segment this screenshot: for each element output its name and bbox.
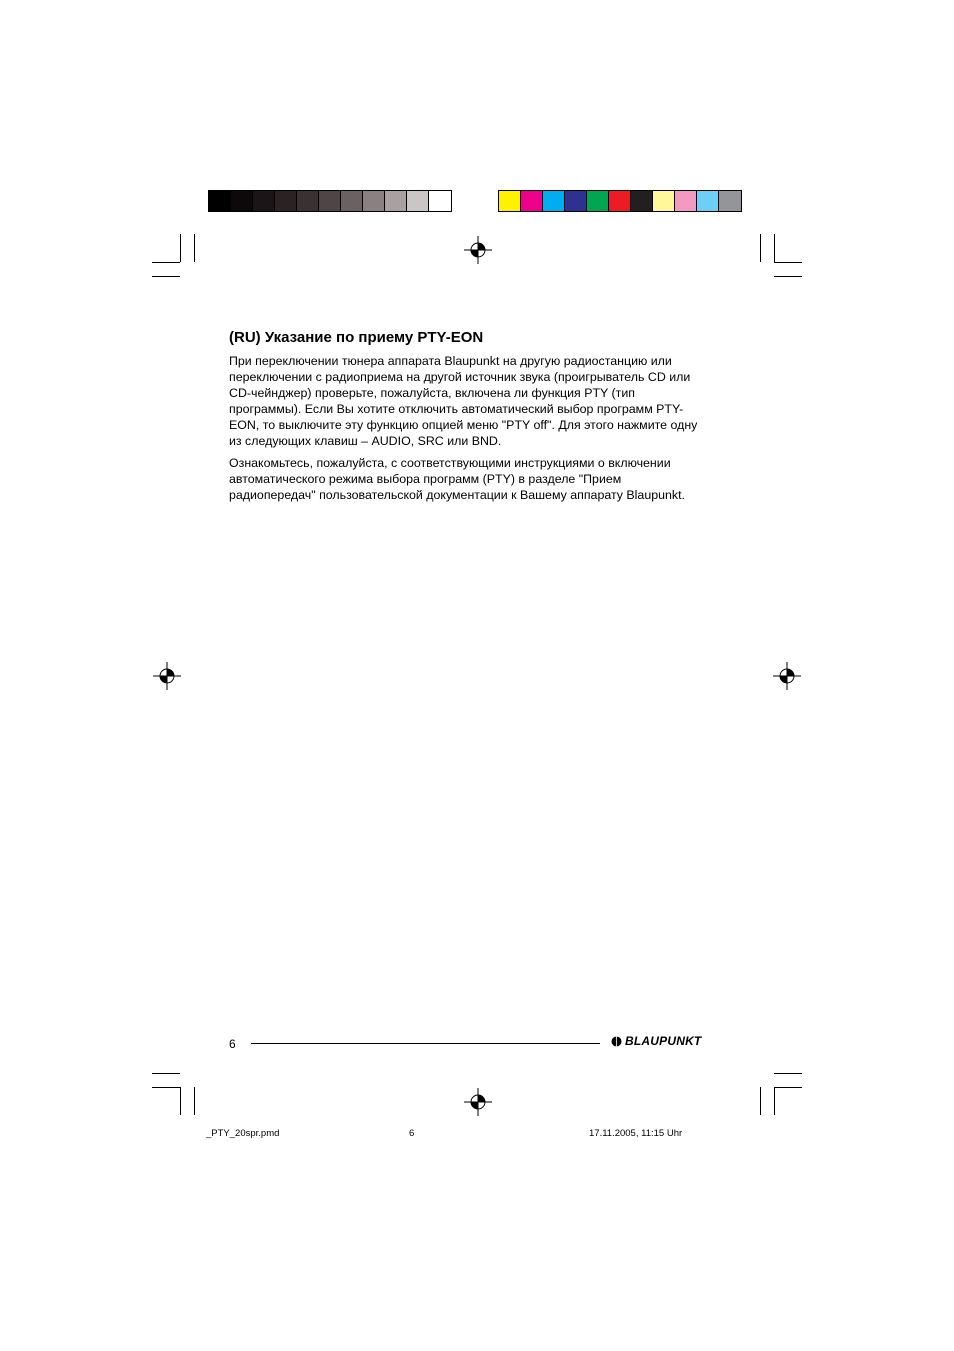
footer-rule: [251, 1043, 600, 1044]
crop-mark: [774, 1073, 802, 1074]
crop-mark: [774, 1087, 802, 1088]
grayscale-calibration-bar: [208, 190, 452, 212]
color-swatch: [521, 191, 543, 211]
color-swatch: [719, 191, 741, 211]
color-swatch: [275, 191, 297, 211]
crop-mark: [760, 234, 761, 262]
color-swatch: [675, 191, 697, 211]
registration-mark-icon: [464, 236, 492, 264]
color-swatch: [565, 191, 587, 211]
process-color-calibration-bar: [498, 190, 742, 212]
crop-mark: [774, 234, 775, 262]
color-swatch: [363, 191, 385, 211]
color-swatch: [209, 191, 231, 211]
page-number: 6: [229, 1037, 236, 1051]
slug-filename: _PTY_20spr.pmd: [206, 1128, 280, 1139]
color-swatch: [587, 191, 609, 211]
slug-page: 6: [409, 1128, 415, 1139]
color-swatch: [319, 191, 341, 211]
brand-logo: [611, 1034, 701, 1048]
section-heading: (RU) Указание по приему PTY-EON: [229, 329, 484, 346]
crop-mark: [760, 1087, 761, 1115]
crop-mark: [774, 262, 802, 263]
color-swatch: [631, 191, 653, 211]
color-swatch: [543, 191, 565, 211]
crop-mark: [180, 234, 181, 262]
paragraph: При переключении тюнера аппарата Blaupunkt на другую радиостанцию или переключении с радиоприема на другой источник звука (проигрыватель CD или CD-чейнджер) проверьте, пожалуйста, включена ли функция PTY (тип программы). Если Вы хотите отключить автоматический выбор программ PTY-EON, то выключите эту функцию опцией меню "PTY off". Для этого нажмите одну из следующих клавиш – AUDIO, SRC или BND.: [229, 354, 698, 448]
color-swatch: [499, 191, 521, 211]
color-swatch: [407, 191, 429, 211]
color-swatch: [697, 191, 719, 211]
crop-mark: [774, 1087, 775, 1115]
color-swatch: [341, 191, 363, 211]
registration-mark-icon: [464, 1088, 492, 1116]
color-swatch: [653, 191, 675, 211]
color-swatch: [429, 191, 451, 211]
paragraph: Ознакомьтесь, пожалуйста, с соответствующими инструкциями о включении автоматического режима выбора программ (PTY) в разделе "Прием радиопередач" пользовательской документации к Вашему аппарату Blaupunkt.: [229, 456, 685, 502]
crop-mark: [152, 262, 180, 263]
crop-mark: [180, 1087, 181, 1115]
color-swatch: [297, 191, 319, 211]
crop-mark: [152, 1073, 180, 1074]
crop-mark: [194, 1087, 195, 1115]
blaupunkt-dot-icon: [611, 1036, 622, 1047]
color-swatch: [231, 191, 253, 211]
body-text: [229, 353, 709, 509]
color-swatch: [609, 191, 631, 211]
registration-mark-icon: [773, 662, 801, 690]
logo-text: BLAUPUNKT: [625, 1034, 702, 1048]
crop-mark: [152, 1087, 180, 1088]
color-swatch: [253, 191, 275, 211]
crop-mark: [774, 276, 802, 277]
crop-mark: [194, 234, 195, 262]
crop-mark: [152, 276, 180, 277]
registration-mark-icon: [153, 662, 181, 690]
slug-date: 17.11.2005, 11:15 Uhr: [589, 1128, 683, 1139]
color-swatch: [385, 191, 407, 211]
